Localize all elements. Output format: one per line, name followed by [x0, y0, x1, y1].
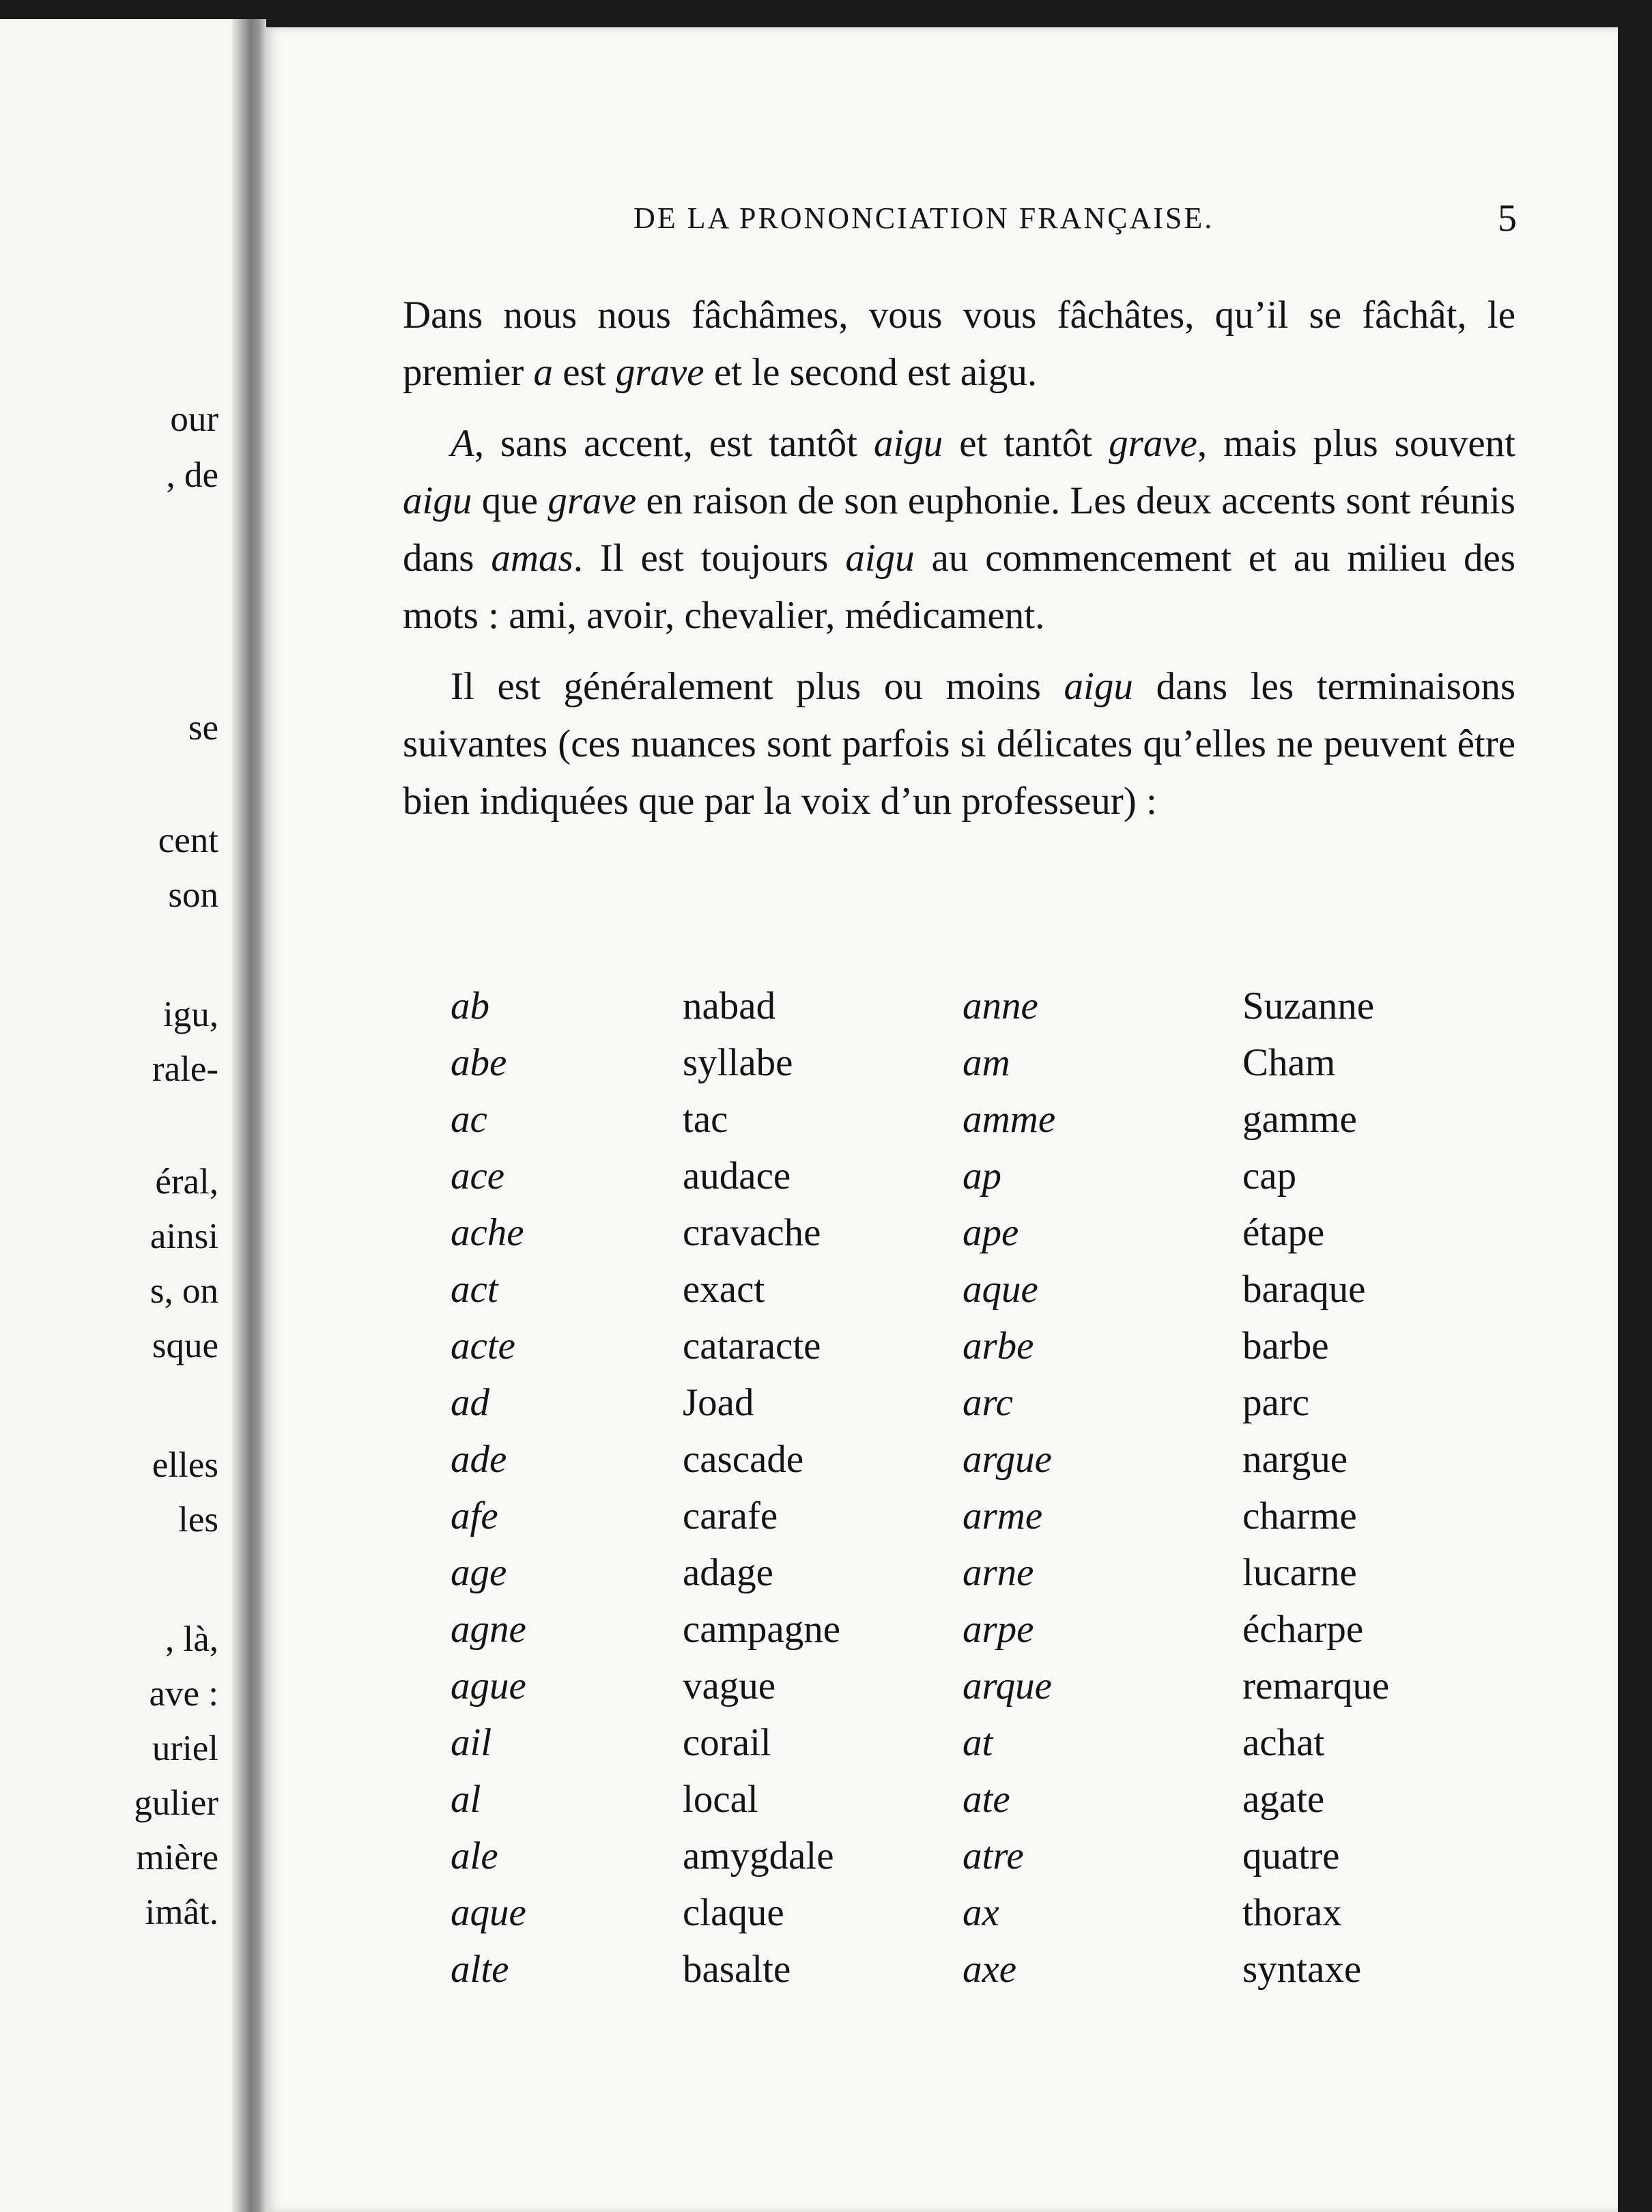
italic-text: amas: [491, 537, 573, 580]
termination: ace: [451, 1154, 505, 1197]
termination: axe: [963, 1948, 1017, 1991]
table-row: [451, 978, 1556, 1034]
italic-text: aigu: [1064, 665, 1133, 708]
table-row: [451, 1544, 1556, 1601]
termination: ache: [451, 1211, 524, 1254]
paragraph: [403, 658, 1515, 830]
termination: ague: [451, 1664, 526, 1707]
example-word: parc: [1242, 1381, 1310, 1424]
italic-text: a: [533, 351, 553, 394]
left-page-fragment: , là,: [165, 1619, 218, 1659]
termination: ate: [963, 1778, 1010, 1821]
example-word: syntaxe: [1242, 1948, 1362, 1991]
termination: arne: [963, 1551, 1034, 1594]
text-run: . Il est toujours: [573, 537, 846, 580]
example-word: cap: [1242, 1154, 1297, 1197]
termination: age: [451, 1551, 507, 1594]
termination: arc: [963, 1381, 1013, 1424]
termination: arque: [963, 1664, 1052, 1707]
termination: afe: [451, 1494, 498, 1537]
termination: anne: [963, 984, 1038, 1027]
termination: ad: [451, 1381, 489, 1424]
termination: ac: [451, 1098, 487, 1141]
text-run: , sans accent, est tantôt: [474, 422, 874, 465]
text-run: et le second est aigu.: [704, 351, 1038, 394]
example-word: barbe: [1242, 1324, 1329, 1367]
terminations-table: [451, 978, 1556, 1998]
termination: ax: [963, 1891, 999, 1934]
example-word: syllabe: [683, 1041, 793, 1084]
text-run: en raison de son euphonie. Les deux accents sont réunis dans: [403, 479, 1515, 580]
italic-text: grave: [547, 479, 637, 522]
body-text: [403, 287, 1515, 844]
example-word: Joad: [683, 1381, 754, 1424]
termination: aque: [451, 1891, 526, 1934]
table-row: [451, 1488, 1556, 1544]
termination: ade: [451, 1438, 507, 1481]
text-run: , mais plus souvent: [1197, 422, 1515, 465]
termination: aque: [963, 1268, 1038, 1311]
right-page: [266, 27, 1618, 2212]
example-word: campagne: [683, 1608, 841, 1651]
table-row: [451, 1658, 1556, 1714]
example-word: vague: [683, 1664, 776, 1707]
left-page-fragment: mière: [136, 1838, 218, 1877]
example-word: cascade: [683, 1438, 804, 1481]
left-page-fragment: éral,: [155, 1162, 218, 1202]
termination: at: [963, 1721, 993, 1764]
example-word: cravache: [683, 1211, 821, 1254]
table-row: [451, 1318, 1556, 1374]
example-word: agate: [1242, 1778, 1325, 1821]
left-page-fragment: s, on: [149, 1271, 218, 1311]
left-page-fragment: rale-: [152, 1049, 218, 1089]
termination: arme: [963, 1494, 1043, 1537]
left-page-fragment: igu,: [163, 995, 218, 1034]
termination: ail: [451, 1721, 492, 1764]
table-row: [451, 1091, 1556, 1148]
example-word: tac: [683, 1098, 728, 1141]
example-word: achat: [1242, 1721, 1325, 1764]
text-run: au commencement et au milieu des mots : ami, avoir, chevalier, médicament.: [403, 537, 1516, 637]
example-word: adage: [683, 1551, 773, 1594]
termination: ap: [963, 1154, 1001, 1197]
termination: acte: [451, 1324, 515, 1367]
termination: al: [451, 1778, 481, 1821]
text-run: et tantôt: [943, 422, 1109, 465]
left-page-fragment: ainsi: [149, 1217, 218, 1256]
italic-text: aigu: [403, 479, 472, 522]
page-number: 5: [1498, 197, 1517, 240]
termination: abe: [451, 1041, 507, 1084]
table-row: [451, 1771, 1556, 1828]
text-run: est: [552, 351, 616, 394]
termination: arpe: [963, 1608, 1034, 1651]
example-word: exact: [683, 1268, 765, 1311]
text-run: dans les terminaisons suivantes (ces nuances sont parfois si délicates qu’elles ne peuvent être bien indiquées que par la voix d’un professeur) :: [403, 665, 1516, 823]
example-word: charme: [1242, 1494, 1357, 1537]
italic-text: grave: [615, 351, 704, 394]
left-page-fragment: son: [168, 875, 218, 915]
example-word: carafe: [683, 1494, 778, 1537]
left-page-fragment: , de: [166, 455, 218, 495]
example-word: basalte: [683, 1948, 791, 1991]
termination: amme: [963, 1098, 1056, 1141]
table-row: [451, 1884, 1556, 1941]
left-page-fragment: gulier: [134, 1783, 218, 1823]
example-word: thorax: [1242, 1891, 1342, 1934]
example-word: Suzanne: [1242, 984, 1375, 1027]
termination: ale: [451, 1834, 498, 1877]
example-word: corail: [683, 1721, 771, 1764]
table-row: [451, 1261, 1556, 1318]
text-run: Il est généralement plus ou moins: [451, 665, 1064, 708]
example-word: amygdale: [683, 1834, 834, 1877]
table-row: [451, 1828, 1556, 1884]
italic-text: grave: [1109, 422, 1197, 465]
left-page-fragment: ave :: [149, 1674, 218, 1714]
termination: atre: [963, 1834, 1024, 1877]
example-word: nabad: [683, 984, 776, 1027]
termination: argue: [963, 1438, 1052, 1481]
termination: agne: [451, 1608, 526, 1651]
italic-text: A: [451, 422, 474, 465]
running-header: DE LA PRONONCIATION FRANÇAISE.: [633, 201, 1214, 235]
italic-text: aigu: [873, 422, 943, 465]
example-word: lucarne: [1242, 1551, 1357, 1594]
book-spine: [232, 19, 266, 2212]
left-page-fragment: cent: [158, 821, 218, 860]
example-word: quatre: [1242, 1834, 1340, 1877]
text-run: Dans nous nous fâchâmes, vous vous fâchâtes, qu’il se fâchât, le premier: [403, 294, 1515, 394]
example-word: baraque: [1242, 1268, 1366, 1311]
table-row: [451, 1374, 1556, 1431]
termination: arbe: [963, 1324, 1034, 1367]
example-word: Cham: [1242, 1041, 1336, 1084]
left-page-fragment: sque: [152, 1326, 218, 1365]
termination: act: [451, 1268, 498, 1311]
left-page-fragment: se: [188, 708, 218, 748]
left-page-fragment: our: [170, 399, 218, 439]
left-page-fragment: elles: [152, 1445, 218, 1485]
left-page-fragment: uriel: [152, 1729, 218, 1768]
example-word: cataracte: [683, 1324, 821, 1367]
example-word: claque: [683, 1891, 784, 1934]
example-word: étape: [1242, 1211, 1325, 1254]
table-row: [451, 1601, 1556, 1658]
left-page-fragment: imât.: [145, 1892, 218, 1932]
table-row: [451, 1148, 1556, 1204]
table-row: [451, 1941, 1556, 1998]
termination: am: [963, 1041, 1010, 1084]
termination: ape: [963, 1211, 1019, 1254]
table-row: [451, 1714, 1556, 1771]
left-page-fragment: les: [178, 1500, 218, 1540]
example-word: audace: [683, 1154, 791, 1197]
table-row: [451, 1204, 1556, 1261]
paragraph: [403, 287, 1515, 401]
example-word: gamme: [1242, 1098, 1357, 1141]
left-page-edge: [0, 19, 232, 2212]
table-row: [451, 1034, 1556, 1091]
table-row: [451, 1431, 1556, 1488]
text-run: que: [472, 479, 548, 522]
termination: alte: [451, 1948, 509, 1991]
example-word: écharpe: [1242, 1608, 1364, 1651]
termination: ab: [451, 984, 489, 1027]
paragraph: [403, 415, 1515, 644]
example-word: remarque: [1242, 1664, 1390, 1707]
example-word: nargue: [1242, 1438, 1348, 1481]
italic-text: aigu: [845, 537, 915, 580]
example-word: local: [683, 1778, 758, 1821]
